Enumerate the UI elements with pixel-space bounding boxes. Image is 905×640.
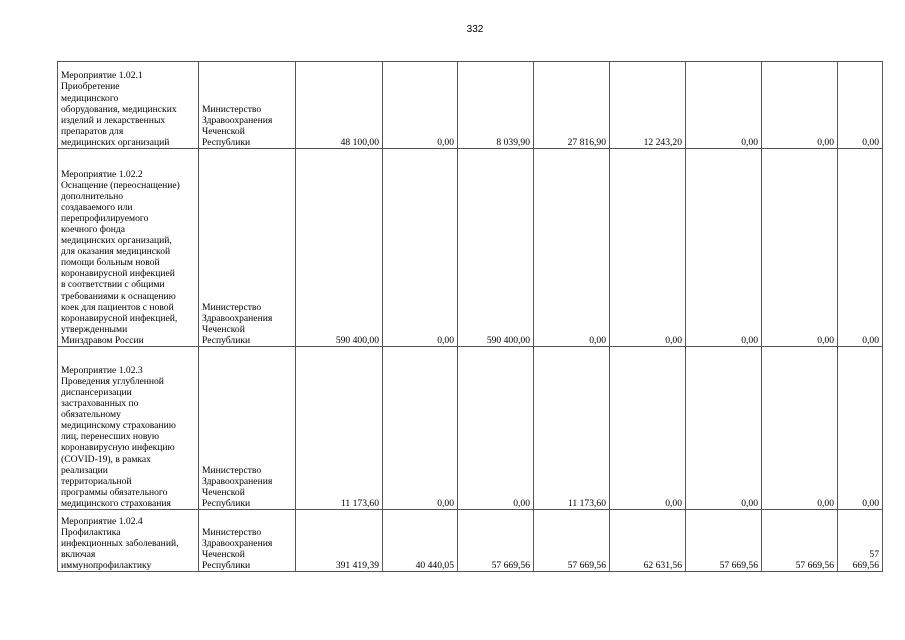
- amount-cell: 57 669,56: [762, 510, 838, 572]
- measure-name-line: изделий и лекарственных: [61, 114, 166, 126]
- responsible-org-line: Республики: [202, 334, 251, 346]
- responsible-org-line: Здравоохранения: [202, 114, 273, 126]
- measure-name-line: Приобретение: [61, 81, 120, 93]
- measure-name-line: Оснащение (переоснащение): [61, 179, 180, 191]
- measure-name-line: коронавирусной инфекцией,: [61, 312, 178, 324]
- amount-cell: 27 816,90: [534, 62, 610, 149]
- amount-cell: 57 669,56: [534, 510, 610, 572]
- responsible-org-line: Министерство: [202, 526, 262, 538]
- responsible-org-line: Чеченской: [202, 548, 245, 560]
- measure-name-line: коечного фонда: [61, 223, 126, 235]
- amount-cell: 0,00: [686, 62, 762, 149]
- table-row: [58, 347, 883, 510]
- measure-name-line: диспансеризации: [61, 386, 132, 398]
- measure-name-line: Мероприятие 1.02.1: [61, 70, 143, 82]
- measure-name-line: Мероприятие 1.02.2: [61, 168, 143, 180]
- measure-name-line: оборудования, медицинских: [61, 103, 177, 115]
- responsible-org-line: Здравоохранения: [202, 537, 273, 549]
- measure-name-line: медицинских организаций,: [61, 235, 172, 247]
- amount-cell: 0,00: [762, 347, 838, 510]
- measure-name-line: реализации: [61, 464, 108, 476]
- responsible-org-line: Чеченской: [202, 486, 245, 498]
- amount-cell: 8 039,90: [458, 62, 534, 149]
- amount-cell: 0,00: [383, 62, 458, 149]
- amount-cell: 590 400,00: [296, 149, 383, 347]
- measure-name-line: медицинского страхования: [61, 497, 171, 509]
- responsible-org-line: Здравоохранения: [202, 312, 273, 324]
- budget-table: [57, 61, 883, 572]
- measure-name-cell: [58, 149, 199, 347]
- amount-cell: 0,00: [610, 149, 686, 347]
- amount-cell: 0,00: [762, 62, 838, 149]
- responsible-org-line: Здравоохранения: [202, 475, 273, 487]
- measure-name-line: в соответствии с общими: [61, 279, 165, 291]
- measure-name-line: лиц, перенесших новую: [61, 431, 160, 443]
- measure-name-line: медицинскому страхованию: [61, 420, 176, 432]
- amount-cell: 0,00: [610, 347, 686, 510]
- amount-cell: 0,00: [762, 149, 838, 347]
- amount-cell: 0,00: [534, 149, 610, 347]
- measure-name-line: застрахованных по: [61, 398, 139, 410]
- measure-name-line: Мероприятие 1.02.4: [61, 515, 143, 527]
- responsible-org-cell: [199, 510, 296, 572]
- measure-name-line: дополнительно: [61, 190, 124, 202]
- measure-name-line: медицинских организаций: [61, 136, 170, 148]
- measure-name-line: территориальной: [61, 475, 132, 487]
- measure-name-line: утвержденными: [61, 323, 128, 335]
- amount-cell: 12 243,20: [610, 62, 686, 149]
- measure-name-line: создаваемого или: [61, 201, 133, 213]
- responsible-org-cell: [199, 347, 296, 510]
- table-row: [58, 510, 883, 572]
- amount-cell: 0,00: [458, 347, 534, 510]
- amount-cell: 48 100,00: [296, 62, 383, 149]
- amount-cell: 62 631,56: [610, 510, 686, 572]
- responsible-org-line: Чеченской: [202, 125, 245, 137]
- measure-name-line: перепрофилируемого: [61, 212, 149, 224]
- amount-cell: 57 669,56: [458, 510, 534, 572]
- amount-cell: 57 669,56: [838, 510, 883, 572]
- measure-name-line: для оказания медицинской: [61, 246, 171, 258]
- measure-name-line: включая: [61, 548, 96, 560]
- table-row: [58, 149, 883, 347]
- responsible-org-line: Министерство: [202, 301, 262, 313]
- responsible-org-line: Республики: [202, 497, 251, 509]
- measure-name-line: инфекционных заболеваний,: [61, 537, 179, 549]
- responsible-org-line: Министерство: [202, 103, 262, 115]
- measure-name-line: помощи больным новой: [61, 257, 160, 269]
- measure-name-line: коек для пациентов с новой: [61, 301, 174, 313]
- measure-name-line: программы обязательного: [61, 486, 168, 498]
- table-row: [58, 62, 883, 149]
- measure-name-line: иммунопрофилактику: [61, 559, 152, 571]
- measure-name-line: (COVID-19), в рамках: [61, 453, 151, 465]
- amount-cell: 391 419,39: [296, 510, 383, 572]
- measure-name-line: медицинского: [61, 92, 119, 104]
- amount-cell: 0,00: [686, 347, 762, 510]
- amount-cell: 0,00: [838, 62, 883, 149]
- measure-name-line: Профилактика: [61, 526, 121, 538]
- measure-name-cell: [58, 510, 199, 572]
- measure-name-line: коронавирусной инфекцией: [61, 268, 175, 280]
- responsible-org-line: Министерство: [202, 464, 262, 476]
- amount-cell: 0,00: [838, 347, 883, 510]
- measure-name-line: Минздравом России: [61, 334, 144, 346]
- amount-cell: 0,00: [686, 149, 762, 347]
- measure-name-line: коронавирусную инфекцию: [61, 442, 175, 454]
- page-number: 332: [466, 24, 484, 35]
- amount-cell: 40 440,05: [383, 510, 458, 572]
- measure-name-line: обязательному: [61, 409, 121, 421]
- measure-name-line: требованиями к оснащению: [61, 290, 176, 302]
- responsible-org-cell: [199, 62, 296, 149]
- amount-cell: 11 173,60: [534, 347, 610, 510]
- amount-cell: 57 669,56: [686, 510, 762, 572]
- amount-cell: 0,00: [383, 149, 458, 347]
- measure-name-cell: [58, 62, 199, 149]
- amount-cell: 590 400,00: [458, 149, 534, 347]
- measure-name-line: Проведения углубленной: [61, 375, 164, 387]
- responsible-org-line: Республики: [202, 136, 251, 148]
- amount-cell: 11 173,60: [296, 347, 383, 510]
- responsible-org-line: Чеченской: [202, 323, 245, 335]
- measure-name-cell: [58, 347, 199, 510]
- amount-cell: 0,00: [838, 149, 883, 347]
- responsible-org-line: Республики: [202, 559, 251, 571]
- amount-cell: 0,00: [383, 347, 458, 510]
- measure-name-line: Мероприятие 1.02.3: [61, 364, 143, 376]
- measure-name-line: препаратов для: [61, 125, 124, 137]
- responsible-org-cell: [199, 149, 296, 347]
